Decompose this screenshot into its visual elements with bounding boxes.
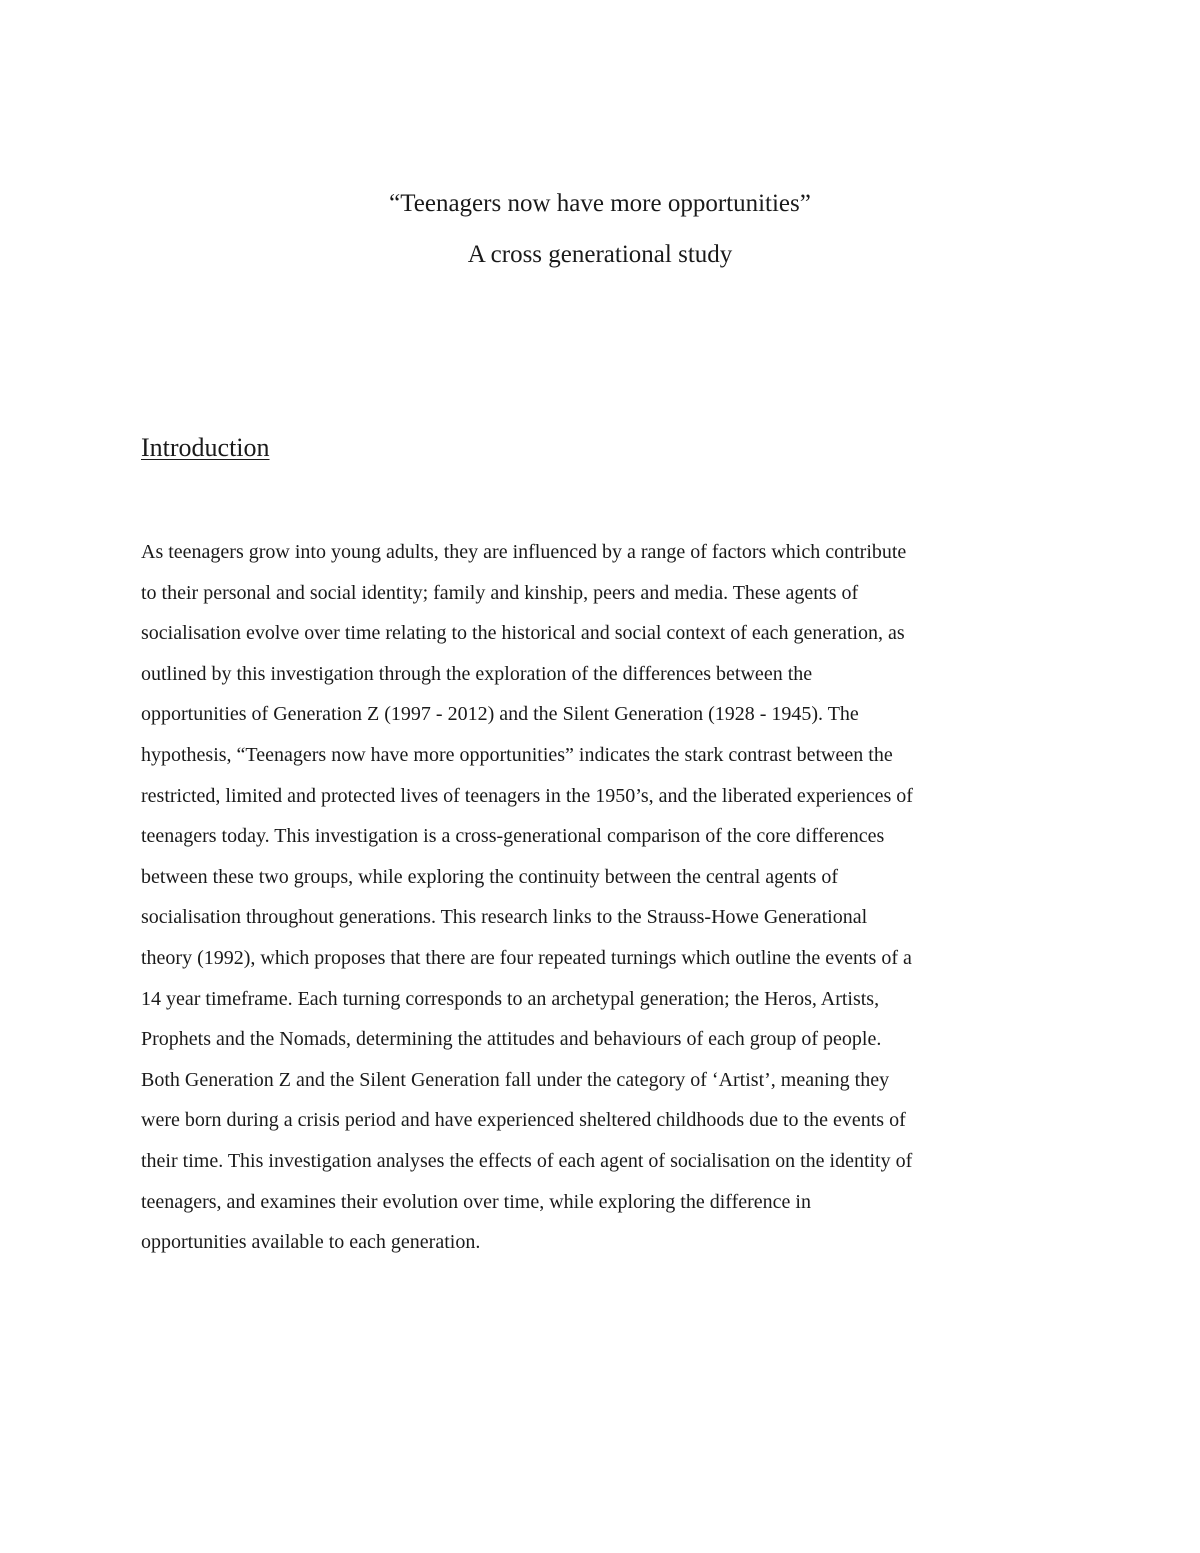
paragraph-line: socialisation evolve over time relating to the historical and social context of each generation, as: [141, 622, 905, 645]
paragraph-line: outlined by this investigation through the exploration of the differences between the: [141, 662, 813, 685]
paragraph-line: 14 year timeframe. Each turning corresponds to an archetypal generation; the Heros, Artists,: [141, 987, 880, 1010]
section-heading-introduction: Introduction: [141, 433, 270, 462]
paragraph-line: Both Generation Z and the Silent Generation fall under the category of ‘Artist’, meaning they: [141, 1068, 890, 1091]
paragraph-line: restricted, limited and protected lives of teenagers in the 1950’s, and the liberated experiences of: [141, 784, 913, 807]
title-block: [0, 178, 1200, 280]
paragraph-line: opportunities available to each generation.: [141, 1231, 481, 1254]
paragraph-line: their time. This investigation analyses the effects of each agent of socialisation on the identity of: [141, 1149, 913, 1172]
document-title: “Teenagers now have more opportunities”: [389, 190, 811, 217]
paragraph-line: Prophets and the Nomads, determining the attitudes and behaviours of each group of people.: [141, 1028, 882, 1051]
paragraph-line: to their personal and social identity; family and kinship, peers and media. These agents of: [141, 581, 859, 604]
paragraph-line: between these two groups, while exploring the continuity between the central agents of: [141, 865, 839, 888]
paragraph-line: were born during a crisis period and have experienced sheltered childhoods due to the events of: [141, 1109, 906, 1132]
paragraph-line: socialisation throughout generations. This research links to the Strauss-Howe Generational: [141, 906, 868, 929]
paragraph-line: teenagers today. This investigation is a cross-generational comparison of the core differences: [141, 825, 885, 848]
paragraph-line: opportunities of Generation Z (1997 - 2012) and the Silent Generation (1928 - 1945). The: [141, 703, 859, 726]
paragraph-line: theory (1992), which proposes that there are four repeated turnings which outline the events of a: [141, 946, 912, 969]
introduction-paragraph: [141, 532, 1059, 1263]
paragraph-line: As teenagers grow into young adults, they are influenced by a range of factors which contribute: [141, 541, 907, 563]
paragraph-line: hypothesis, “Teenagers now have more opportunities” indicates the stark contrast between the: [141, 743, 893, 766]
document-subtitle: A cross generational study: [467, 241, 733, 268]
paragraph-line: teenagers, and examines their evolution over time, while exploring the difference in: [141, 1190, 811, 1213]
